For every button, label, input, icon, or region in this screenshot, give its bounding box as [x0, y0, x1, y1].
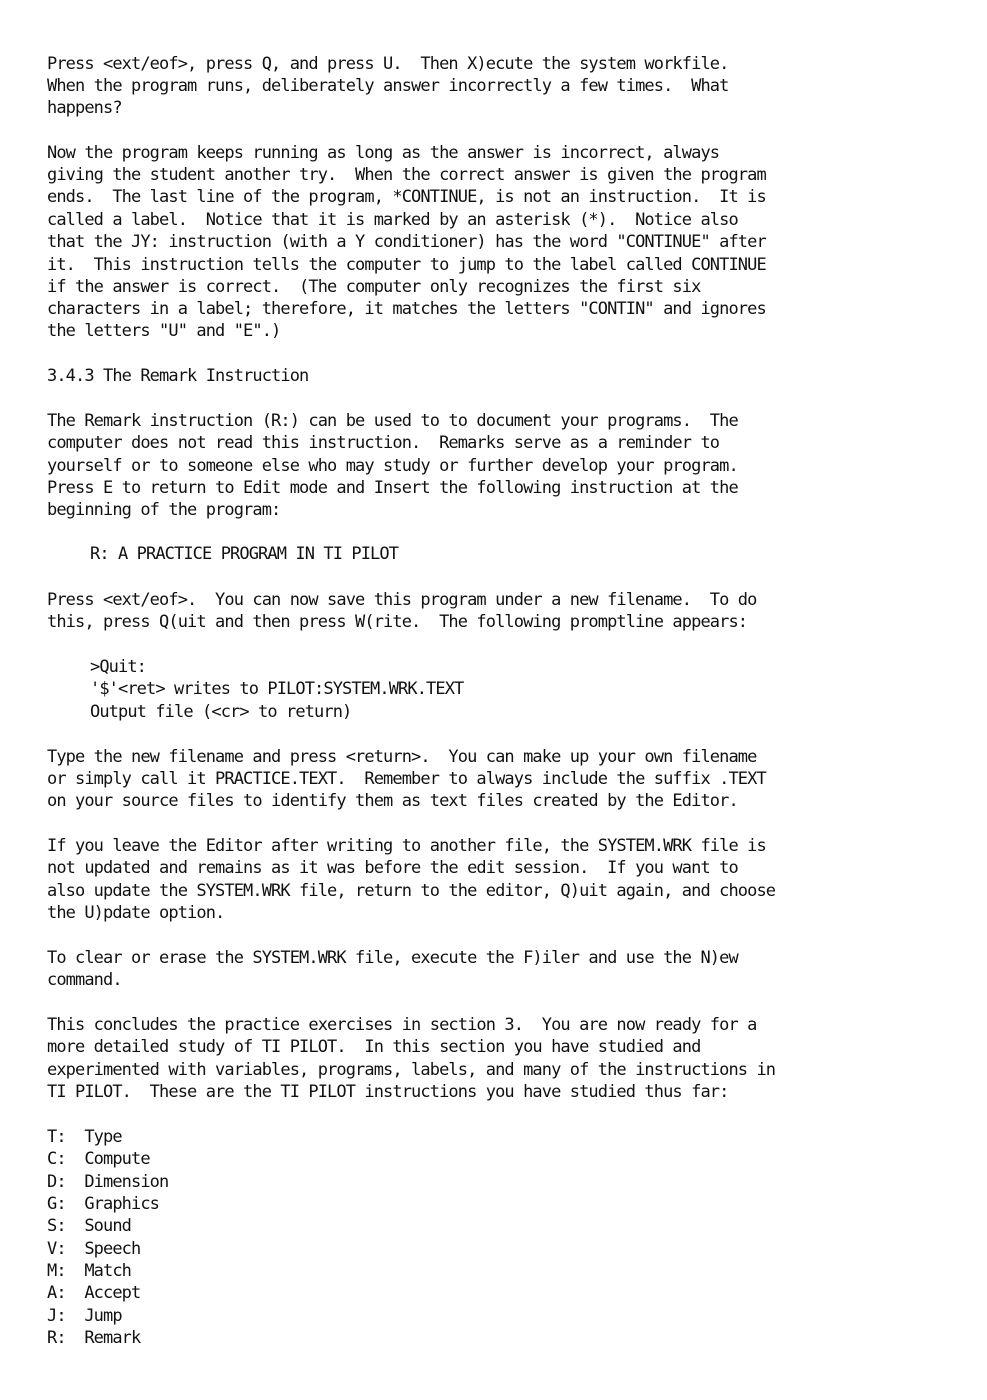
- text-line: Now the program keeps running as long as the answer is incorrect, always: [47, 143, 720, 163]
- text-line: When the program runs, deliberately answer incorrectly a few times. What: [47, 76, 729, 96]
- code-line: Output file (<cr> to return): [90, 702, 352, 722]
- text-line: beginning of the program:: [47, 500, 281, 520]
- text-line: experimented with variables, programs, labels, and many of the instructions in: [47, 1060, 776, 1080]
- code-line: >Quit:: [90, 657, 147, 677]
- list-item: D: Dimension: [47, 1172, 169, 1192]
- list-item: C: Compute: [47, 1149, 150, 1169]
- code-line: '$'<ret> writes to PILOT:SYSTEM.WRK.TEXT: [90, 679, 464, 699]
- text-line: if the answer is correct. (The computer only recognizes the first six: [47, 277, 701, 297]
- text-line: This concludes the practice exercises in section 3. You are now ready for a: [47, 1015, 757, 1035]
- text-line: Type the new filename and press <return>. You can make up your own filename: [47, 747, 757, 767]
- list-item: J: Jump: [47, 1306, 122, 1326]
- text-line: TI PILOT. These are the TI PILOT instructions you have studied thus far:: [47, 1082, 729, 1102]
- text-line: ends. The last line of the program, *CONTINUE, is not an instruction. It is: [47, 187, 766, 207]
- text-line: not updated and remains as it was before the edit session. If you want to: [47, 858, 738, 878]
- list-item: T: Type: [47, 1127, 122, 1147]
- text-line: yourself or to someone else who may study or further develop your program.: [47, 456, 738, 476]
- list-item: S: Sound: [47, 1216, 132, 1236]
- list-item: G: Graphics: [47, 1194, 160, 1214]
- section-heading: 3.4.3 The Remark Instruction: [47, 366, 309, 386]
- text-line: on your source files to identify them as text files created by the Editor.: [47, 791, 738, 811]
- text-line: called a label. Notice that it is marked by an asterisk (*). Notice also: [47, 210, 738, 230]
- text-line: If you leave the Editor after writing to another file, the SYSTEM.WRK file is: [47, 836, 766, 856]
- list-item: R: Remark: [47, 1328, 141, 1348]
- text-line: computer does not read this instruction. Remarks serve as a reminder to: [47, 433, 720, 453]
- list-item: A: Accept: [47, 1283, 141, 1303]
- text-line: or simply call it PRACTICE.TEXT. Remember to always include the suffix .TEXT: [47, 769, 766, 789]
- text-line: the letters "U" and "E".): [47, 321, 281, 341]
- text-line: characters in a label; therefore, it matches the letters "CONTIN" and ignores: [47, 299, 766, 319]
- text-line: command.: [47, 970, 122, 990]
- list-item: M: Match: [47, 1261, 132, 1281]
- text-line: Press E to return to Edit mode and Insert the following instruction at the: [47, 478, 738, 498]
- list-item: V: Speech: [47, 1239, 141, 1259]
- text-line: Press <ext/eof>. You can now save this program under a new filename. To do: [47, 590, 757, 610]
- code-line: R: A PRACTICE PROGRAM IN TI PILOT: [90, 544, 399, 564]
- text-line: To clear or erase the SYSTEM.WRK file, execute the F)iler and use the N)ew: [47, 948, 738, 968]
- text-line: Press <ext/eof>, press Q, and press U. Then X)ecute the system workfile.: [47, 54, 729, 74]
- text-line: more detailed study of TI PILOT. In this section you have studied and: [47, 1037, 701, 1057]
- text-line: that the JY: instruction (with a Y conditioner) has the word "CONTINUE" after: [47, 232, 766, 252]
- text-line: The Remark instruction (R:) can be used to to document your programs. The: [47, 411, 738, 431]
- text-line: happens?: [47, 98, 122, 118]
- text-line: the U)pdate option.: [47, 903, 225, 923]
- text-line: giving the student another try. When the correct answer is given the program: [47, 165, 766, 185]
- text-line: also update the SYSTEM.WRK file, return to the editor, Q)uit again, and choose: [47, 881, 776, 901]
- text-line: this, press Q(uit and then press W(rite. The following promptline appears:: [47, 612, 748, 632]
- text-line: it. This instruction tells the computer to jump to the label called CONTINUE: [47, 255, 766, 275]
